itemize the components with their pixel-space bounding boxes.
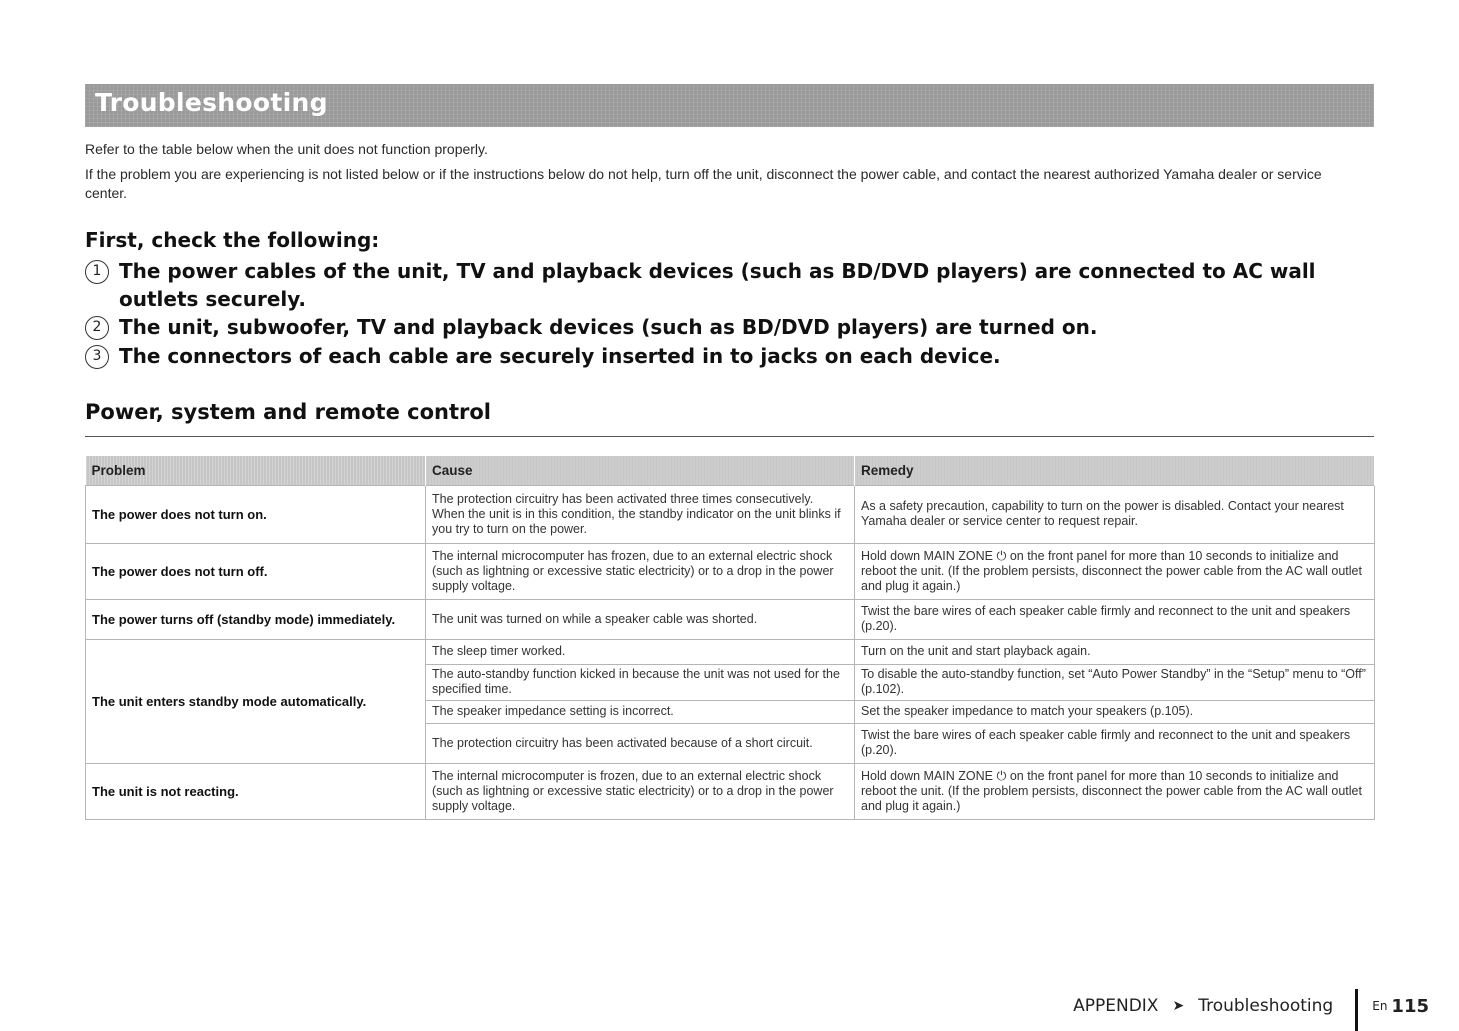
remedy-cell: Turn on the unit and start playback again.: [855, 639, 1375, 664]
table-header-row: [86, 456, 1375, 485]
intro-line-1: Refer to the table below when the unit does not function properly.: [85, 141, 488, 157]
header-remedy: Remedy: [855, 456, 1375, 485]
page-number: 115: [1391, 995, 1429, 1017]
cause-cell: The protection circuitry has been activated three times consecutively. When the unit is in this condition, the standby indicator on the unit blinks if you try to turn on the power.: [426, 485, 855, 543]
problem-cell: The unit enters standby mode automatically.: [86, 639, 426, 763]
circled-number-3: 3: [85, 345, 109, 369]
remedy-cell: To disable the auto-standby function, set “Auto Power Standby” in the “Setup” menu to “Off” (p.102).: [855, 664, 1375, 700]
check-heading: First, check the following:: [85, 228, 380, 252]
remedy-cell: Hold down MAIN ZONE ⏻ on the front panel for more than 10 seconds to initialize and reboot the unit. (If the problem persists, disconnect the power cable from the AC wall outlet and plug it again.): [855, 763, 1375, 819]
problem-cell: The power does not turn on.: [86, 485, 426, 543]
header-cause: Cause: [426, 456, 855, 485]
check-item-text: The power cables of the unit, TV and playback devices (such as BD/DVD players) are connected to AC wall outlets securely.: [119, 259, 1316, 311]
remedy-cell: As a safety precaution, capability to turn on the power is disabled. Contact your nearest Yamaha dealer or service center to request repair.: [855, 485, 1375, 543]
remedy-cell: Twist the bare wires of each speaker cable firmly and reconnect to the unit and speakers (p.20).: [855, 723, 1375, 763]
check-item-text: The unit, subwoofer, TV and playback devices (such as BD/DVD players) are turned on.: [119, 315, 1098, 339]
page-title: Troubleshooting: [95, 88, 328, 117]
circled-number-2: 2: [85, 316, 109, 340]
cause-cell: The sleep timer worked.: [426, 639, 855, 664]
problem-cell: The power does not turn off.: [86, 543, 426, 599]
footer-language: En: [1372, 999, 1388, 1013]
cause-cell: The internal microcomputer has frozen, due to an external electric shock (such as lightning or excessive static electricity) or to a drop in the power supply voltage.: [426, 543, 855, 599]
table-row: [86, 763, 1375, 819]
remedy-cell: Hold down MAIN ZONE ⏻ on the front panel for more than 10 seconds to initialize and reboot the unit. (If the problem persists, disconnect the power cable from the AC wall outlet and plug it again.): [855, 543, 1375, 599]
footer-chapter: Troubleshooting: [1198, 996, 1334, 1016]
header-problem: Problem: [86, 456, 426, 485]
check-item-text: The connectors of each cable are securely inserted in to jacks on each device.: [119, 344, 1001, 368]
problem-cell: The unit is not reacting.: [86, 763, 426, 819]
section-heading: Power, system and remote control: [85, 400, 491, 424]
footer-divider: [1355, 989, 1358, 1031]
table-row: [86, 485, 1375, 543]
table-row: [86, 599, 1375, 639]
intro-line-2: If the problem you are experiencing is not listed below or if the instructions below do not help, turn off the unit, disconnect the power cable, and contact the nearest authorized Yamaha dealer or service center.: [85, 166, 1322, 201]
remedy-cell: Twist the bare wires of each speaker cable firmly and reconnect to the unit and speakers (p.20).: [855, 599, 1375, 639]
remedy-cell: Set the speaker impedance to match your speakers (p.105).: [855, 700, 1375, 723]
problem-cell: The power turns off (standby mode) immediately.: [86, 599, 426, 639]
cause-cell: The protection circuitry has been activated because of a short circuit.: [426, 723, 855, 763]
cause-cell: The unit was turned on while a speaker cable was shorted.: [426, 599, 855, 639]
cause-cell: The speaker impedance setting is incorrect.: [426, 700, 855, 723]
circled-number-1: 1: [85, 260, 109, 284]
table-row: [86, 543, 1375, 599]
cause-cell: The internal microcomputer is frozen, due to an external electric shock (such as lightning or excessive static electricity) or to a drop in the power supply voltage.: [426, 763, 855, 819]
troubleshooting-table: [85, 456, 1375, 820]
footer-section: APPENDIX: [1073, 996, 1159, 1016]
cause-cell: The auto-standby function kicked in because the unit was not used for the specified time.: [426, 664, 855, 700]
table-row: [86, 639, 1375, 664]
title-bar: [85, 84, 1374, 127]
arrow-right-icon: ➤: [1172, 998, 1185, 1014]
section-divider: [85, 436, 1374, 437]
page-footer: [1073, 981, 1429, 1031]
